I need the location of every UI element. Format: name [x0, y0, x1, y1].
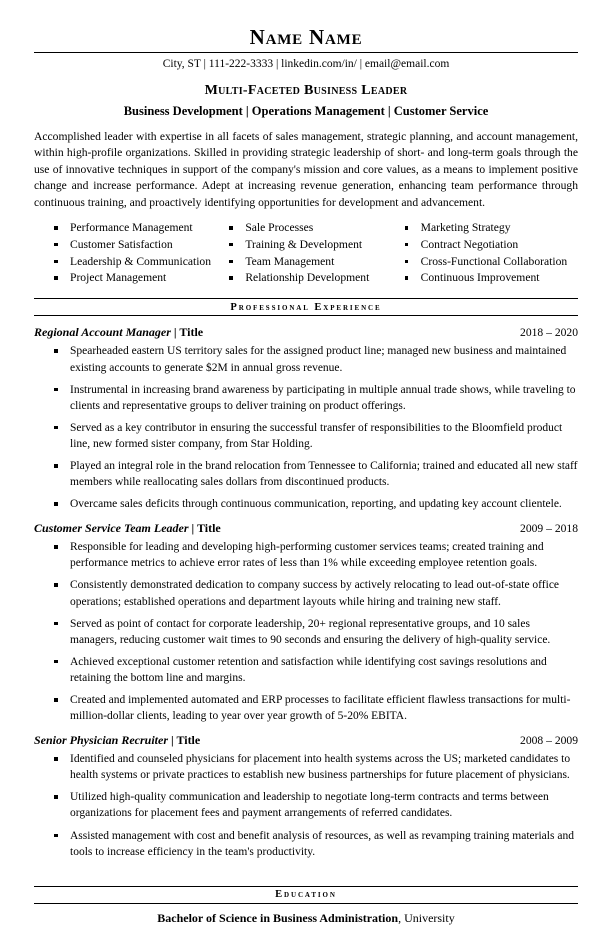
- square-bullet-icon: [405, 260, 409, 264]
- job-bullet-text: Consistently demonstrated dedication to company success by actively relocating to lead out-of-state office operations; established operations and department layouts while hiring and training new staff.: [70, 579, 560, 608]
- skill-item: [52, 220, 227, 237]
- experience-list: [34, 316, 578, 859]
- skill-label: Team Management: [245, 254, 335, 268]
- experience-entry-header: [34, 521, 578, 536]
- job-title: Regional Account Manager: [34, 325, 171, 340]
- experience-entry: [34, 316, 578, 512]
- job-title: Senior Physician Recruiter: [34, 733, 169, 748]
- job-bullet-list: [34, 340, 578, 512]
- job-title: Customer Service Team Leader: [34, 521, 189, 536]
- skill-label: Marketing Strategy: [420, 221, 511, 235]
- square-bullet-icon: [229, 243, 233, 247]
- job-title-suffix: | Title: [168, 733, 201, 748]
- square-bullet-icon: [54, 795, 58, 799]
- square-bullet-icon: [54, 388, 58, 392]
- contact-line: City, ST | 111-222-3333 | linkedin.com/in/ | email@email.com: [162, 58, 450, 71]
- square-bullet-icon: [54, 349, 58, 353]
- job-dates: 2018 – 2020: [520, 326, 578, 340]
- square-bullet-icon: [229, 260, 233, 264]
- square-bullet-icon: [54, 502, 58, 506]
- job-bullet: [52, 828, 578, 860]
- summary-paragraph: Accomplished leader with expertise in all facets of sales management, strategic planning, and account management, within high-profile organizations. Skilled in providing strategic leadership of short- and long-term goals through the use of innovative techniques in support of the company's mission and core values, as a means to implement positive change and increase performance. Adept at increasing revenue generation, enhancing team performance through continuous training, and proactively identifying opportunities for development and advancement.: [34, 129, 578, 209]
- job-title-line: [34, 325, 203, 340]
- square-bullet-icon: [229, 276, 233, 280]
- job-bullet-text: Played an integral role in the brand relocation from Tennessee to California; trained and educated all new staff members while reallocating sales dollars from discontinued products.: [70, 459, 578, 489]
- skill-item: [227, 270, 402, 287]
- skill-label: Performance Management: [70, 221, 193, 235]
- skill-label: Relationship Development: [245, 271, 370, 285]
- square-bullet-icon: [54, 757, 58, 761]
- skill-item: [403, 237, 578, 254]
- square-bullet-icon: [54, 426, 58, 430]
- experience-entry: [34, 512, 578, 724]
- skill-item: [403, 270, 578, 287]
- skill-label: Leadership & Communication: [70, 254, 212, 268]
- square-bullet-icon: [405, 276, 409, 280]
- job-bullet: [52, 382, 578, 414]
- square-bullet-icon: [405, 243, 409, 247]
- job-title-suffix: | Title: [188, 521, 221, 536]
- skill-item: [403, 254, 578, 271]
- square-bullet-icon: [54, 276, 58, 280]
- square-bullet-icon: [54, 260, 58, 264]
- square-bullet-icon: [54, 698, 58, 702]
- job-bullet-list: [34, 748, 578, 860]
- section-header-experience: Professional Experience: [34, 298, 578, 316]
- job-bullet-text: Spearheaded eastern US territory sales for the assigned product line; managed new business and maintained existing accounts to generate $2M in annual gross revenue.: [70, 345, 567, 374]
- job-bullet: [52, 577, 578, 609]
- square-bullet-icon: [54, 243, 58, 247]
- skill-label: Sale Processes: [245, 221, 314, 235]
- professional-subheadline: Business Development | Operations Management | Customer Service: [123, 103, 489, 118]
- job-bullet: [52, 654, 578, 686]
- job-bullet: [52, 496, 578, 512]
- skill-item: [227, 220, 402, 237]
- job-bullet-text: Utilized high-quality communication and leadership to negotiate long-term contracts and terms between organizations for placement fees and payment arrangements of referred candidates.: [70, 791, 549, 820]
- skill-label: Customer Satisfaction: [70, 237, 173, 251]
- skill-label: Continuous Improvement: [420, 271, 540, 285]
- job-dates: 2009 – 2018: [520, 522, 578, 536]
- job-bullet: [52, 751, 578, 783]
- job-dates: 2008 – 2009: [520, 734, 578, 748]
- skill-item: [227, 254, 402, 271]
- square-bullet-icon: [405, 226, 409, 230]
- education-degree: Bachelor of Science in Business Administration: [157, 910, 399, 925]
- square-bullet-icon: [54, 622, 58, 626]
- job-title-suffix: | Title: [170, 325, 204, 340]
- skill-item: [52, 254, 227, 271]
- job-bullet-text: Created and implemented automated and ERP processes to facilitate efficient flawless transactions for multi-million-dollar clients, leading to year over year growth of 5-20% EBITA.: [70, 694, 571, 723]
- experience-entry-header: [34, 733, 578, 748]
- job-bullet-text: Served as a key contributor in ensuring the successful transfer of responsibilities to the Bloomfield product line, new formed sister company, from Star Holding.: [70, 421, 563, 450]
- job-bullet-text: Assisted management with cost and benefit analysis of resources, as well as revamping training materials and tools to increase efficiency in the team's productivity.: [70, 829, 574, 858]
- job-title-line: [34, 521, 221, 536]
- job-bullet: [52, 789, 578, 821]
- job-bullet: [52, 420, 578, 452]
- skill-label: Training & Development: [245, 237, 363, 251]
- square-bullet-icon: [54, 583, 58, 587]
- job-bullet: [52, 458, 578, 490]
- skill-item: [52, 270, 227, 287]
- square-bullet-icon: [54, 464, 58, 468]
- job-bullet-text: Served as point of contact for corporate leadership, 20+ regional representative groups, and 10 sales managers, reducing customer wait times to 90 seconds and ensuring the delivery of high-quality service.: [70, 617, 551, 646]
- section-header-education: Education: [34, 886, 578, 904]
- experience-entry-header: [34, 325, 578, 340]
- core-competencies-grid: [34, 211, 578, 287]
- job-bullet-text: Achieved exceptional customer retention and satisfaction while identifying cost savings resolutions and retaining the bottom line and margins.: [70, 655, 547, 684]
- professional-headline: Multi-Faceted Business Leader: [204, 83, 408, 99]
- square-bullet-icon: [54, 660, 58, 664]
- job-bullet: [52, 692, 578, 724]
- square-bullet-icon: [229, 226, 233, 230]
- education-entry: [34, 904, 578, 926]
- job-bullet-text: Responsible for leading and developing high-performing customer services teams; created training and performance metrics to achieve error rates of less than 1% while exceeding employee retention goals.: [70, 541, 544, 570]
- page-title: Name Name: [249, 25, 363, 49]
- job-bullet-text: Overcame sales deficits through continuous communication, reporting, and updating key account clientele.: [70, 498, 562, 511]
- job-bullet: [52, 539, 578, 571]
- skill-item: [227, 237, 402, 254]
- job-bullet: [52, 343, 578, 375]
- education-block: [34, 860, 578, 926]
- job-bullet-text: Identified and counseled physicians for placement into health systems across the US; marketed candidates to health systems or private practices to establish new business partnerships for future placement of physicians.: [70, 753, 571, 782]
- square-bullet-icon: [54, 545, 58, 549]
- skill-item: [403, 220, 578, 237]
- job-bullet: [52, 616, 578, 648]
- square-bullet-icon: [54, 834, 58, 838]
- skill-item: [52, 237, 227, 254]
- square-bullet-icon: [54, 226, 58, 230]
- job-bullet-text: Instrumental in increasing brand awareness by participating in multiple annual trade shows, while traveling to clients and representative groups to deliver training on product offerings.: [70, 383, 576, 412]
- skill-label: Cross-Functional Collaboration: [420, 254, 568, 268]
- job-bullet-list: [34, 536, 578, 724]
- job-title-line: [34, 733, 200, 748]
- education-school: , University: [398, 910, 455, 925]
- skill-label: Contract Negotiation: [420, 237, 519, 251]
- skill-label: Project Management: [70, 271, 167, 285]
